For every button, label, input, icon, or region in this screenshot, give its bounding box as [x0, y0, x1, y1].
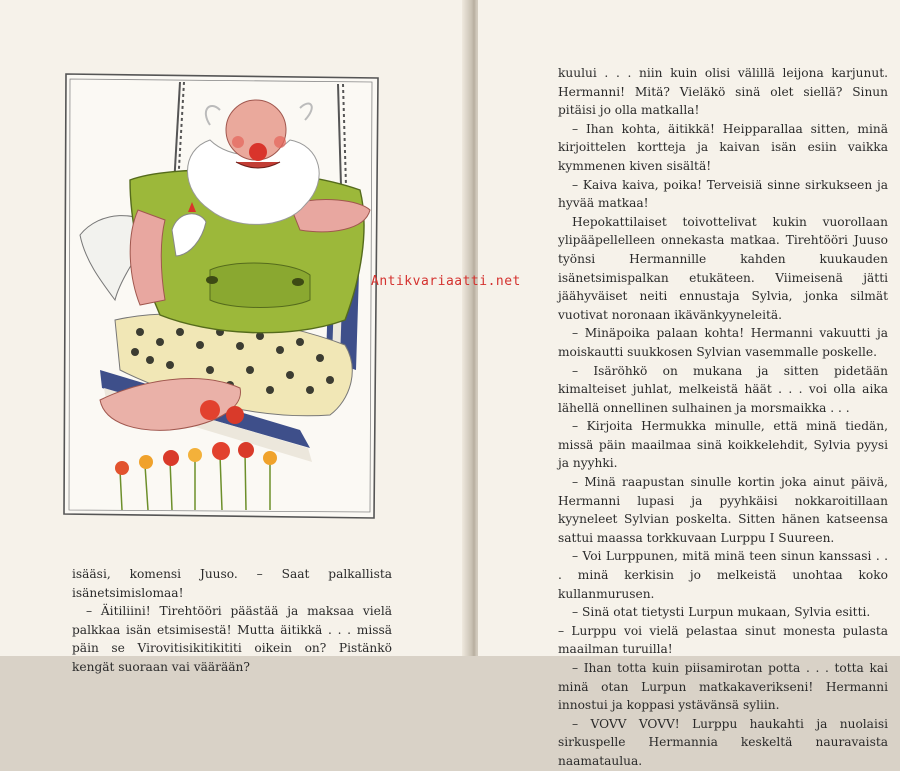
- right-paragraph: – VOVV VOVV! Lurppu haukahti ja nuolaisi sirkuspelle Hermannia keskeltä nauravaista naamataulua.: [558, 716, 888, 768]
- right-paragraph: Hepokattilaiset toivottelivat kukin vuorollaan ylipääpellelleen onnekasta matkaa. Tirehtööri Juuso työnsi Hermannille kahden kuukauden isänetsimispalkan etukäteen. Viimeisenä jätti jäähyväiset neiti ennustaja Sylvia, jonka silmät vuotivat noronaan ikävänkyyneleitä.: [558, 214, 888, 322]
- right-paragraph: – Kirjoita Hermukka minulle, että minä tiedän, missä päin maailmaa sinä koikkelehdit, Sylvia pyysi ja nyyhki.: [558, 419, 888, 471]
- left-paragraph: – Äitiliini! Tirehtööri päästää ja maksaa vielä palkkaa isän etsimisestä! Mutta äitikkä . . . missä päin se Virovitisikitikititi oikein on? Pistänkö kengät suoraan vai väärään?: [72, 604, 392, 674]
- right-paragraph: – Ihan totta kuin piisamirotan potta . . . totta kai minä otan Lurpun matkakaverikseni! Hermanni innostui ja koppasi ystävänsä syliin.: [558, 661, 888, 713]
- right-paragraph: – Isäröhkö on mukana ja sitten pidetään kimalteiset juhlat, melkeistä häät . . . voi olla aika lähellä onnellinen sulhainen ja morsmaikka . . .: [558, 363, 888, 415]
- left-paragraph: isääsi, komensi Juuso. – Saat palkallista isänetsimislomaa!: [72, 567, 392, 600]
- right-paragraph: – Lurppu voi vielä pelastaa sinut monesta pulasta maailman turuilla!: [558, 623, 888, 657]
- left-page: [0, 0, 470, 674]
- illustration-clown-on-swing: [60, 70, 382, 522]
- right-paragraph: – Minäpoika palaan kohta! Hermanni vakuutti ja moiskautti suukkosen Sylvian vasemmalle poskelle.: [558, 326, 888, 359]
- watermark-text: Antikvariaatti.net: [371, 274, 521, 289]
- right-page-text: [558, 64, 888, 771]
- right-paragraph: kuului . . . niin kuin olisi välillä leijona karjunut. Hermanni! Mitä? Vieläkö sinä olet siellä? Sinun pitäisi jo olla matkalla!: [558, 66, 888, 118]
- right-paragraph: – Ihan kohta, äitikkä! Heipparallaa sitten, minä kirjoittelen kortteja ja kaivan isän esiin vaikka kymmenen kiven sisältä!: [558, 121, 888, 173]
- right-paragraph: – Voi Lurppunen, mitä minä teen sinun kanssasi . . . minä kerkisin jo melkeistä unohtaa koko kullanmurusen.: [558, 549, 888, 601]
- left-page-text: [72, 565, 392, 677]
- right-paragraph: – Minä raapustan sinulle kortin joka ainut päivä, Hermanni lupasi ja pyyhkäisi nokkaroitillaan kyyneleet Sylvian poskelta. Sitten hänen katseensa sattui maassa torkkuvaan Lurppu I Suureen.: [558, 475, 888, 545]
- right-paragraph: – Sinä otat tietysti Lurpun mukaan, Sylvia esitti.: [572, 605, 871, 620]
- right-paragraph: – Kaiva kaiva, poika! Terveisiä sinne sirkukseen ja hyvää matkaa!: [558, 177, 888, 211]
- right-page: [478, 0, 900, 768]
